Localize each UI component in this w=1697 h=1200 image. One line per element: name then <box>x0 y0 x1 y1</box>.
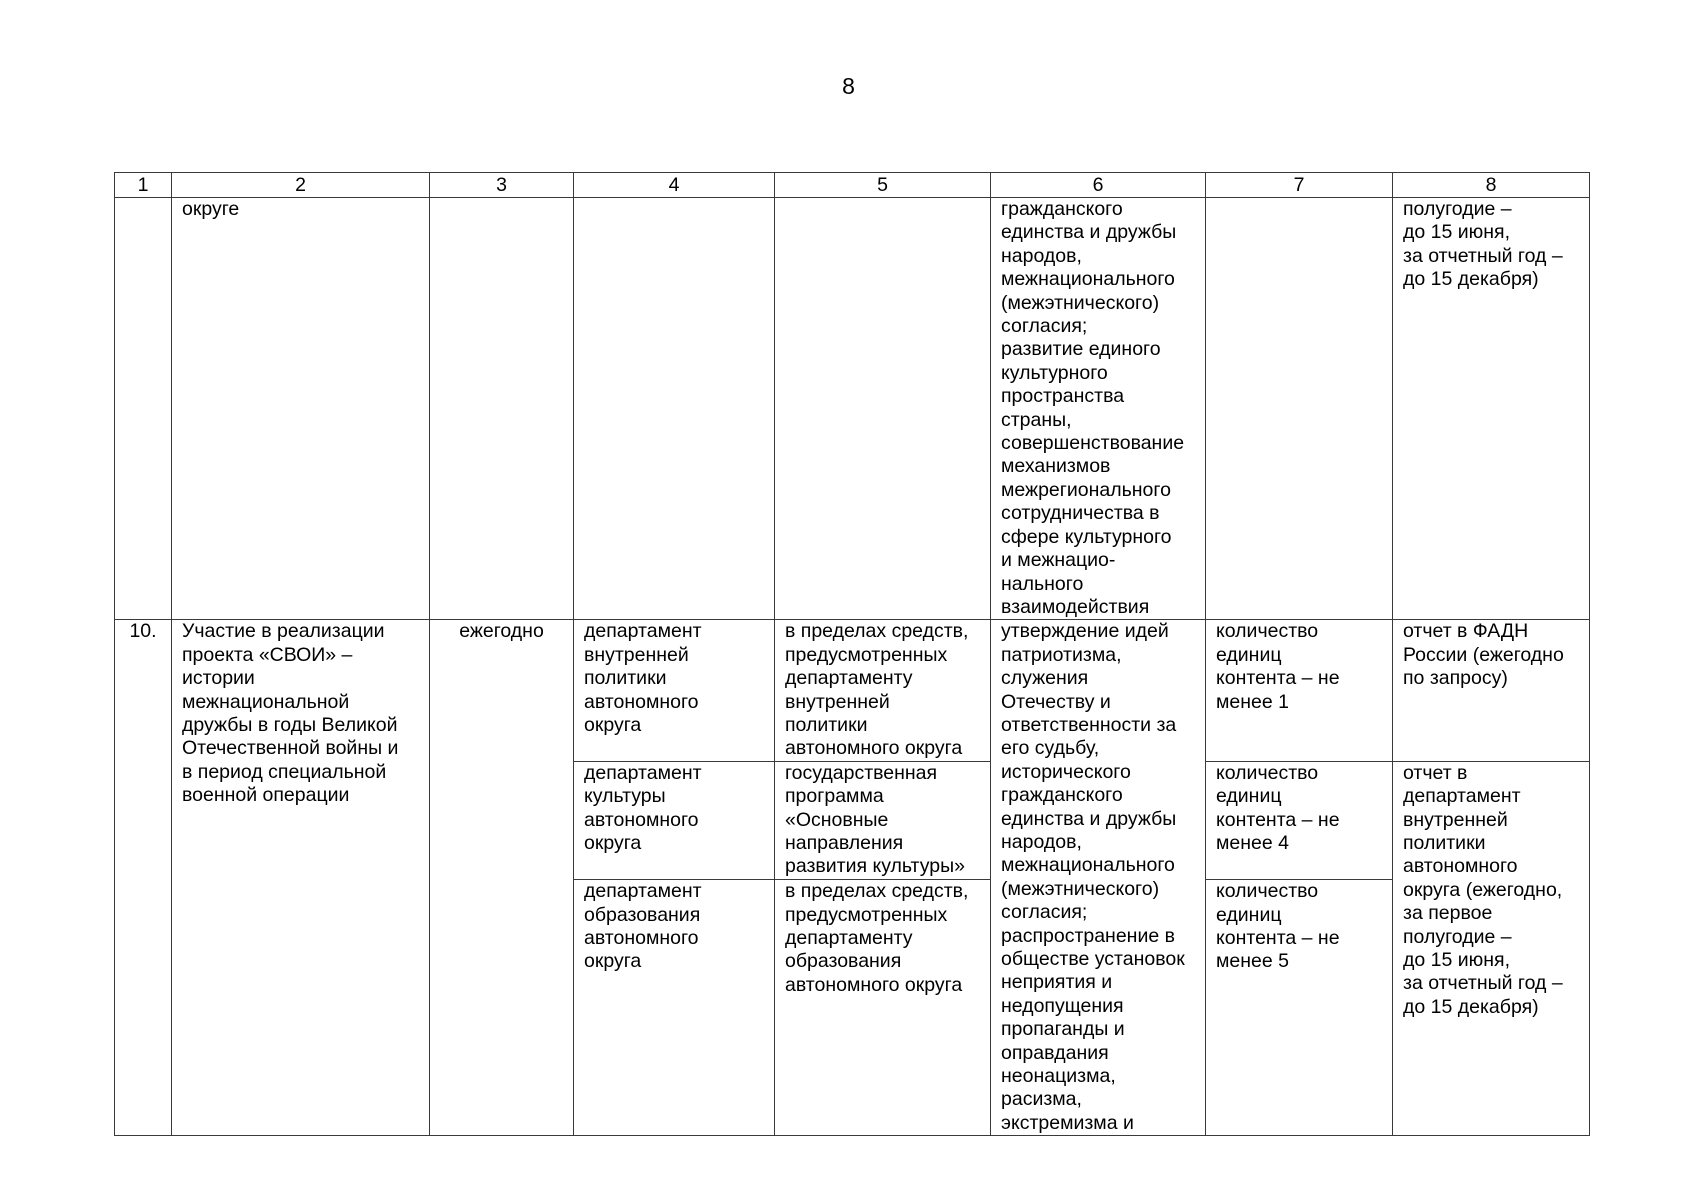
row-number-cell: 10. <box>115 620 172 1136</box>
column-header: 1 <box>115 173 172 198</box>
page-number: 8 <box>842 73 855 99</box>
table-row <box>115 198 1590 620</box>
funding-cell: в пределах средств, предусмотренных департаменту образования автономного округа <box>775 880 991 1136</box>
indicator-cell <box>1206 198 1393 620</box>
executor-cell <box>574 198 775 620</box>
indicator-cell: количество единиц контента – не менее 4 <box>1206 761 1393 880</box>
goal-cell: утверждение идей патриотизма, служения Отечеству и ответственности за его судьбу, исторического гражданского единства и дружбы народов, межнационального (межэтнического) согласия; распространение в обществе установок неприятия и недопущения пропаганды и оправдания неонацизма, расизма, экстремизма и <box>991 620 1206 1136</box>
executor-cell: департамент внутренней политики автономного округа <box>574 620 775 761</box>
report-cell: полугодие – до 15 июня, за отчетный год – до 15 декабря) <box>1393 198 1590 620</box>
column-header: 4 <box>574 173 775 198</box>
column-header: 8 <box>1393 173 1590 198</box>
report-cell: отчет в департамент внутренней политики автономного округа (ежегодно, за первое полугодие – до 15 июня, за отчетный год – до 15 декабря) <box>1393 761 1590 1136</box>
indicator-cell: количество единиц контента – не менее 1 <box>1206 620 1393 761</box>
column-header: 3 <box>430 173 574 198</box>
measure-name-cell: Участие в реализации проекта «СВОИ» – истории межнациональной дружбы в годы Великой Отечественной войны и в период специальной военной операции <box>172 620 430 1136</box>
funding-cell: в пределах средств, предусмотренных департаменту внутренней политики автономного округа <box>775 620 991 761</box>
goal-cell: гражданского единства и дружбы народов, межнационального (межэтнического) согласия; развитие единого культурного пространства страны, совершенствование механизмов межрегионального сотрудничества в сфере культурного и межнацио- нального взаимодействия <box>991 198 1206 620</box>
row-number-cell <box>115 198 172 620</box>
column-header: 2 <box>172 173 430 198</box>
executor-cell: департамент образования автономного округа <box>574 880 775 1136</box>
funding-cell: государственная программа «Основные направления развития культуры» <box>775 761 991 880</box>
report-cell: отчет в ФАДН России (ежегодно по запросу) <box>1393 620 1590 761</box>
funding-cell <box>775 198 991 620</box>
table-row <box>115 620 1590 761</box>
period-cell <box>430 198 574 620</box>
executor-cell: департамент культуры автономного округа <box>574 761 775 880</box>
measures-table <box>114 172 1590 1136</box>
column-header: 6 <box>991 173 1206 198</box>
table-header-row <box>115 173 1590 198</box>
column-header: 5 <box>775 173 991 198</box>
period-cell: ежегодно <box>430 620 574 1136</box>
column-header: 7 <box>1206 173 1393 198</box>
measure-name-cell: округе <box>172 198 430 620</box>
indicator-cell: количество единиц контента – не менее 5 <box>1206 880 1393 1136</box>
